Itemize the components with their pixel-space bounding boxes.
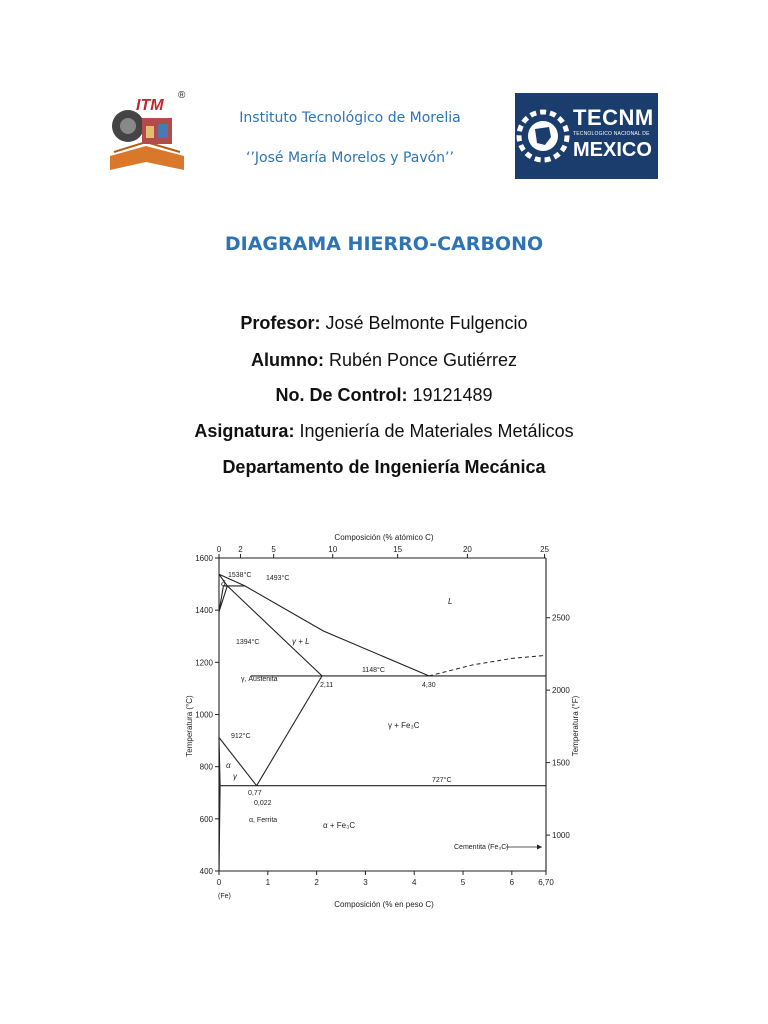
phase-boundary bbox=[219, 574, 429, 676]
phase-boundary bbox=[257, 676, 322, 786]
label-727: 727°C bbox=[432, 777, 452, 784]
label-1148: 1148°C bbox=[362, 667, 385, 674]
asignatura-line bbox=[0, 421, 768, 442]
top-tick-label: 0 bbox=[216, 545, 222, 554]
label-alpha: α bbox=[226, 761, 231, 770]
profesor-value: José Belmonte Fulgencio bbox=[320, 313, 528, 333]
profesor-label: Profesor: bbox=[240, 313, 321, 333]
institute-motto: ‘’José María Morelos y Pavón’’ bbox=[246, 150, 454, 166]
x-tick-label: 1 bbox=[265, 878, 271, 887]
label-211: 2,11 bbox=[320, 682, 334, 689]
label-alpha-fe3c: α + Fe₃C bbox=[323, 821, 356, 830]
label-1394: 1394°C bbox=[236, 639, 260, 646]
tecnm-line1: TECNM bbox=[573, 105, 654, 130]
y-right-tick-label: 2000 bbox=[552, 686, 570, 696]
top-tick-label: 15 bbox=[393, 545, 403, 554]
label-0022: 0,022 bbox=[254, 800, 272, 807]
top-tick-label: 2 bbox=[238, 545, 243, 554]
label-1493: 1493°C bbox=[266, 575, 290, 582]
label-delta: δ bbox=[221, 579, 226, 588]
y-left-tick-label: 400 bbox=[199, 867, 213, 876]
label-ferrita: α, Ferrita bbox=[249, 817, 278, 824]
x-tick-label: 3 bbox=[363, 878, 368, 887]
top-tick-label: 20 bbox=[462, 545, 472, 554]
profesor-line bbox=[0, 313, 768, 334]
label-077: 0,77 bbox=[248, 790, 262, 797]
phase-boundary bbox=[227, 586, 322, 676]
ylabel-left: Temperatura (°C) bbox=[185, 695, 194, 757]
cementita-arrowhead bbox=[537, 845, 542, 850]
alumno-label: Alumno: bbox=[250, 350, 324, 370]
y-right-tick-label: 1000 bbox=[552, 831, 570, 841]
label-gamma-fe3c: γ + Fe₃C bbox=[388, 721, 420, 730]
label-1538: 1538°C bbox=[228, 572, 252, 579]
liquidus-dashed bbox=[429, 655, 546, 676]
label-liquid: L bbox=[448, 597, 453, 606]
label-430: 4,30 bbox=[422, 682, 436, 689]
control-label: No. De Control: bbox=[275, 385, 408, 405]
x-tick-label: 5 bbox=[460, 878, 466, 887]
top-tick-label: 25 bbox=[540, 545, 549, 554]
top-axis-title: Composición (% atómico C) bbox=[334, 533, 434, 542]
y-right-tick-label: 2500 bbox=[552, 613, 570, 623]
tecnm-logo bbox=[515, 93, 658, 179]
label-gamma-l: γ + L bbox=[292, 637, 310, 646]
x-tick-label: 6 bbox=[509, 878, 515, 887]
y-left-tick-label: 1400 bbox=[195, 606, 213, 616]
registered-mark: ® bbox=[178, 90, 186, 101]
x-sub-label: (Fe) bbox=[218, 893, 231, 900]
y-right-tick-label: 1500 bbox=[552, 758, 570, 768]
y-left-tick-label: 800 bbox=[199, 762, 213, 772]
control-value: 19121489 bbox=[407, 385, 493, 405]
asignatura-label: Asignatura: bbox=[194, 421, 295, 441]
label-cementita: Cementita (Fe₃C) bbox=[454, 844, 509, 851]
itm-logo-text: ITM bbox=[136, 97, 164, 114]
top-tick-label: 10 bbox=[328, 545, 338, 554]
label-gamma: γ bbox=[233, 772, 237, 781]
x-tick-label: 6,70 bbox=[538, 878, 554, 887]
phase-boundary bbox=[219, 738, 257, 786]
fe-c-phase-diagram bbox=[0, 520, 768, 920]
tecnm-line3: MEXICO bbox=[573, 139, 652, 161]
x-tick-label: 0 bbox=[216, 878, 222, 887]
alumno-line bbox=[0, 350, 768, 371]
y-left-tick-label: 600 bbox=[199, 814, 213, 824]
y-left-tick-label: 1200 bbox=[195, 658, 213, 668]
ylabel-right: Temperatura (°F) bbox=[571, 695, 580, 757]
departamento: Departamento de Ingeniería Mecánica bbox=[222, 457, 546, 477]
y-left-tick-label: 1600 bbox=[195, 554, 213, 563]
asignatura-value: Ingeniería de Materiales Metálicos bbox=[294, 421, 574, 441]
control-line bbox=[0, 385, 768, 406]
label-austenita: γ, Austenita bbox=[241, 676, 278, 683]
xlabel: Composición (% en peso C) bbox=[334, 900, 434, 909]
document-title: DIAGRAMA HIERRO-CARBONO bbox=[224, 233, 544, 255]
top-tick-label: 5 bbox=[271, 545, 276, 554]
x-tick-label: 2 bbox=[314, 878, 319, 887]
alumno-value: Rubén Ponce Gutiérrez bbox=[323, 350, 518, 370]
tecnm-line2: TECNOLOGICO NACIONAL DE bbox=[573, 131, 650, 137]
x-tick-label: 4 bbox=[411, 878, 417, 887]
y-left-tick-label: 1000 bbox=[195, 710, 213, 720]
label-912: 912°C bbox=[231, 733, 251, 740]
institute-name: Instituto Tecnológico de Morelia bbox=[239, 110, 461, 126]
